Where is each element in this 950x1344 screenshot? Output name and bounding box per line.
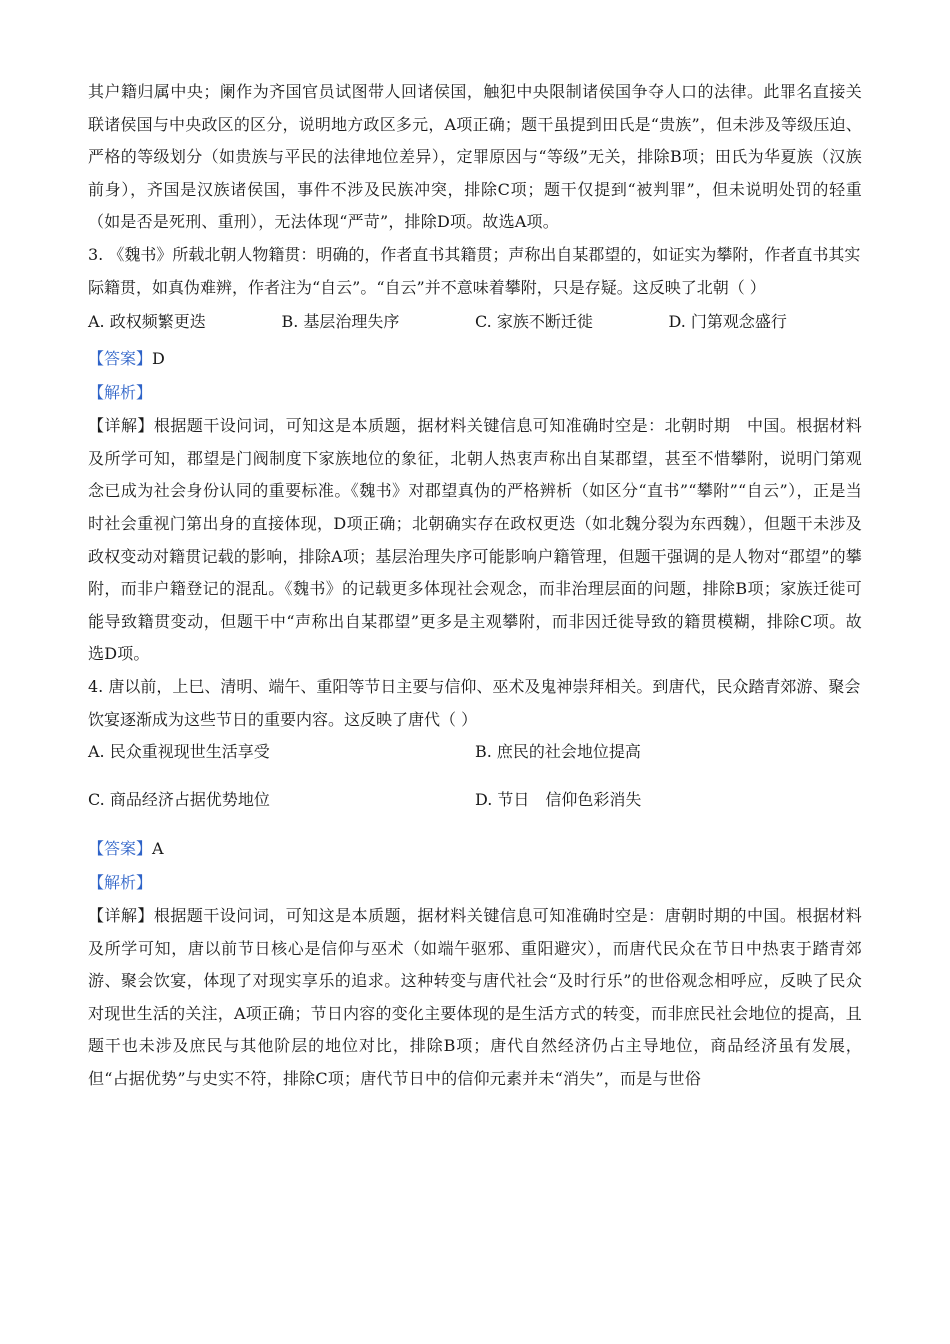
analysis-tag: 【解析】 — [88, 383, 153, 403]
answer-tag: 【答案】 — [88, 839, 153, 859]
question-3-option-a: A. 政权频繁更迭 — [88, 312, 206, 332]
detail-tag: 【详解】 — [88, 416, 154, 436]
question-3-options — [88, 306, 862, 338]
question-3-option-c: C. 家族不断迁徙 — [475, 312, 593, 332]
question-4-stem: 4. 唐以前，上巳、清明、端午、重阳等节日主要与信仰、巫术及鬼神崇拜相关。到唐代，民众踏青郊游、聚会饮宴逐渐成为这些节日的重要内容。这反映了唐代（ ） — [88, 676, 861, 729]
question-4-option-b: B. 庶民的社会地位提高 — [475, 742, 641, 762]
question-4-analysis-heading — [88, 866, 862, 900]
analysis-tag: 【解析】 — [88, 873, 153, 893]
detail-text: 根据题干设问词，可知这是本质题，据材料关键信息可知准确时空是：唐朝时期的中国。根据材料及所学可知，唐以前节日核心是信仰与巫术（如端午驱邪、重阳避灾），而唐代民众在节日中热衷于踏青郊游、聚会饮宴，体现了对现实享乐的追求。这种转变与唐代社会“及时行乐”的世俗观念相呼应，反映了民众对现世生活的关注，A项正确；节日内容的变化主要体现的是生活方式的转变，而非庶民社会地位的提高，且题干也未涉及庶民与其他阶层的地位对比，排除B项；唐代自然经济仍占主导地位，商品经济虽有发展，但“占据优势”与史实不符，排除C项；唐代节日中的信仰元素并未“消失”，而是与世俗 — [88, 906, 862, 1089]
answer-value: A — [152, 839, 164, 859]
detail-text: 根据题干设问词，可知这是本质题，据材料关键信息可知准确时空是：北朝时期 中国。根据材料及所学可知，郡望是门阀制度下家族地位的象征，北朝人热衷声称出自某郡望，甚至不惜攀附，说明门第观念已成为社会身份认同的重要标准。《魏书》对郡望真伪的严格辨析（如区分“直书”“攀附”“自云”），正是当时社会重视门第出身的直接体现，D项正确；北朝确实存在政权更迭（如北魏分裂为东西魏），但题干未涉及政权变动对籍贯记载的影响，排除A项；基层治理失序可能影响户籍管理，但题干强调的是人物对“郡望”的攀附，而非户籍登记的混乱。《魏书》的记载更多体现社会观念，而非治理层面的问题，排除B项；家族迁徙可能导致籍贯变动，但题干中“声称出自某郡望”更多是主观攀附，而非因迁徙导致的籍贯模糊，排除C项。故选D项。 — [88, 416, 862, 664]
question-3-stem: 3. 《魏书》所载北朝人物籍贯：明确的，作者直书其籍贯；声称出自某郡望的，如证实为攀附，作者直书其实际籍贯，如真伪难辨，作者注为“自云”。“自云”并不意味着攀附，只是存疑。这反映了北朝（ ） — [88, 244, 861, 297]
question-3-option-d: D. 门第观念盛行 — [668, 312, 787, 332]
answer-tag: 【答案】 — [88, 349, 153, 369]
detail-tag: 【详解】 — [88, 906, 154, 926]
question-4-option-a: A. 民众重视现世生活享受 — [88, 742, 270, 762]
question-4-answer — [88, 832, 862, 866]
question-3-detail — [88, 410, 862, 671]
question-3-analysis-heading — [88, 376, 862, 410]
question-4-detail — [88, 900, 862, 1096]
question-4-options-row-1 — [88, 736, 862, 768]
question-4-options-row-2 — [88, 784, 862, 816]
question-3-answer — [88, 342, 862, 376]
question-4-option-c: C. 商品经济占据优势地位 — [88, 790, 270, 810]
question-4-option-d: D. 节日 信仰色彩消失 — [475, 790, 642, 810]
question-3-option-b: B. 基层治理失序 — [281, 312, 400, 332]
document-page — [88, 76, 862, 1096]
previous-analysis-paragraph: 其户籍归属中央；阑作为齐国官员试图带人回诸侯国，触犯中央限制诸侯国争夺人口的法律。此罪名直接关联诸侯国与中央政区的区分，说明地方政区多元，A项正确；题干虽提到田氏是“贵族”，但未涉及等级压迫、严格的等级划分（如贵族与平民的法律地位差异），定罪原因与“等级”无关，排除B项；田氏为华夏族（汉族前身），齐国是汉族诸侯国，事件不涉及民族冲突，排除C项；题干仅提到“被判罪”，但未说明处罚的轻重（如是否是死刑、重刑），无法体现“严苛”，排除D项。故选A项。 — [88, 82, 862, 232]
answer-value: D — [152, 349, 165, 369]
